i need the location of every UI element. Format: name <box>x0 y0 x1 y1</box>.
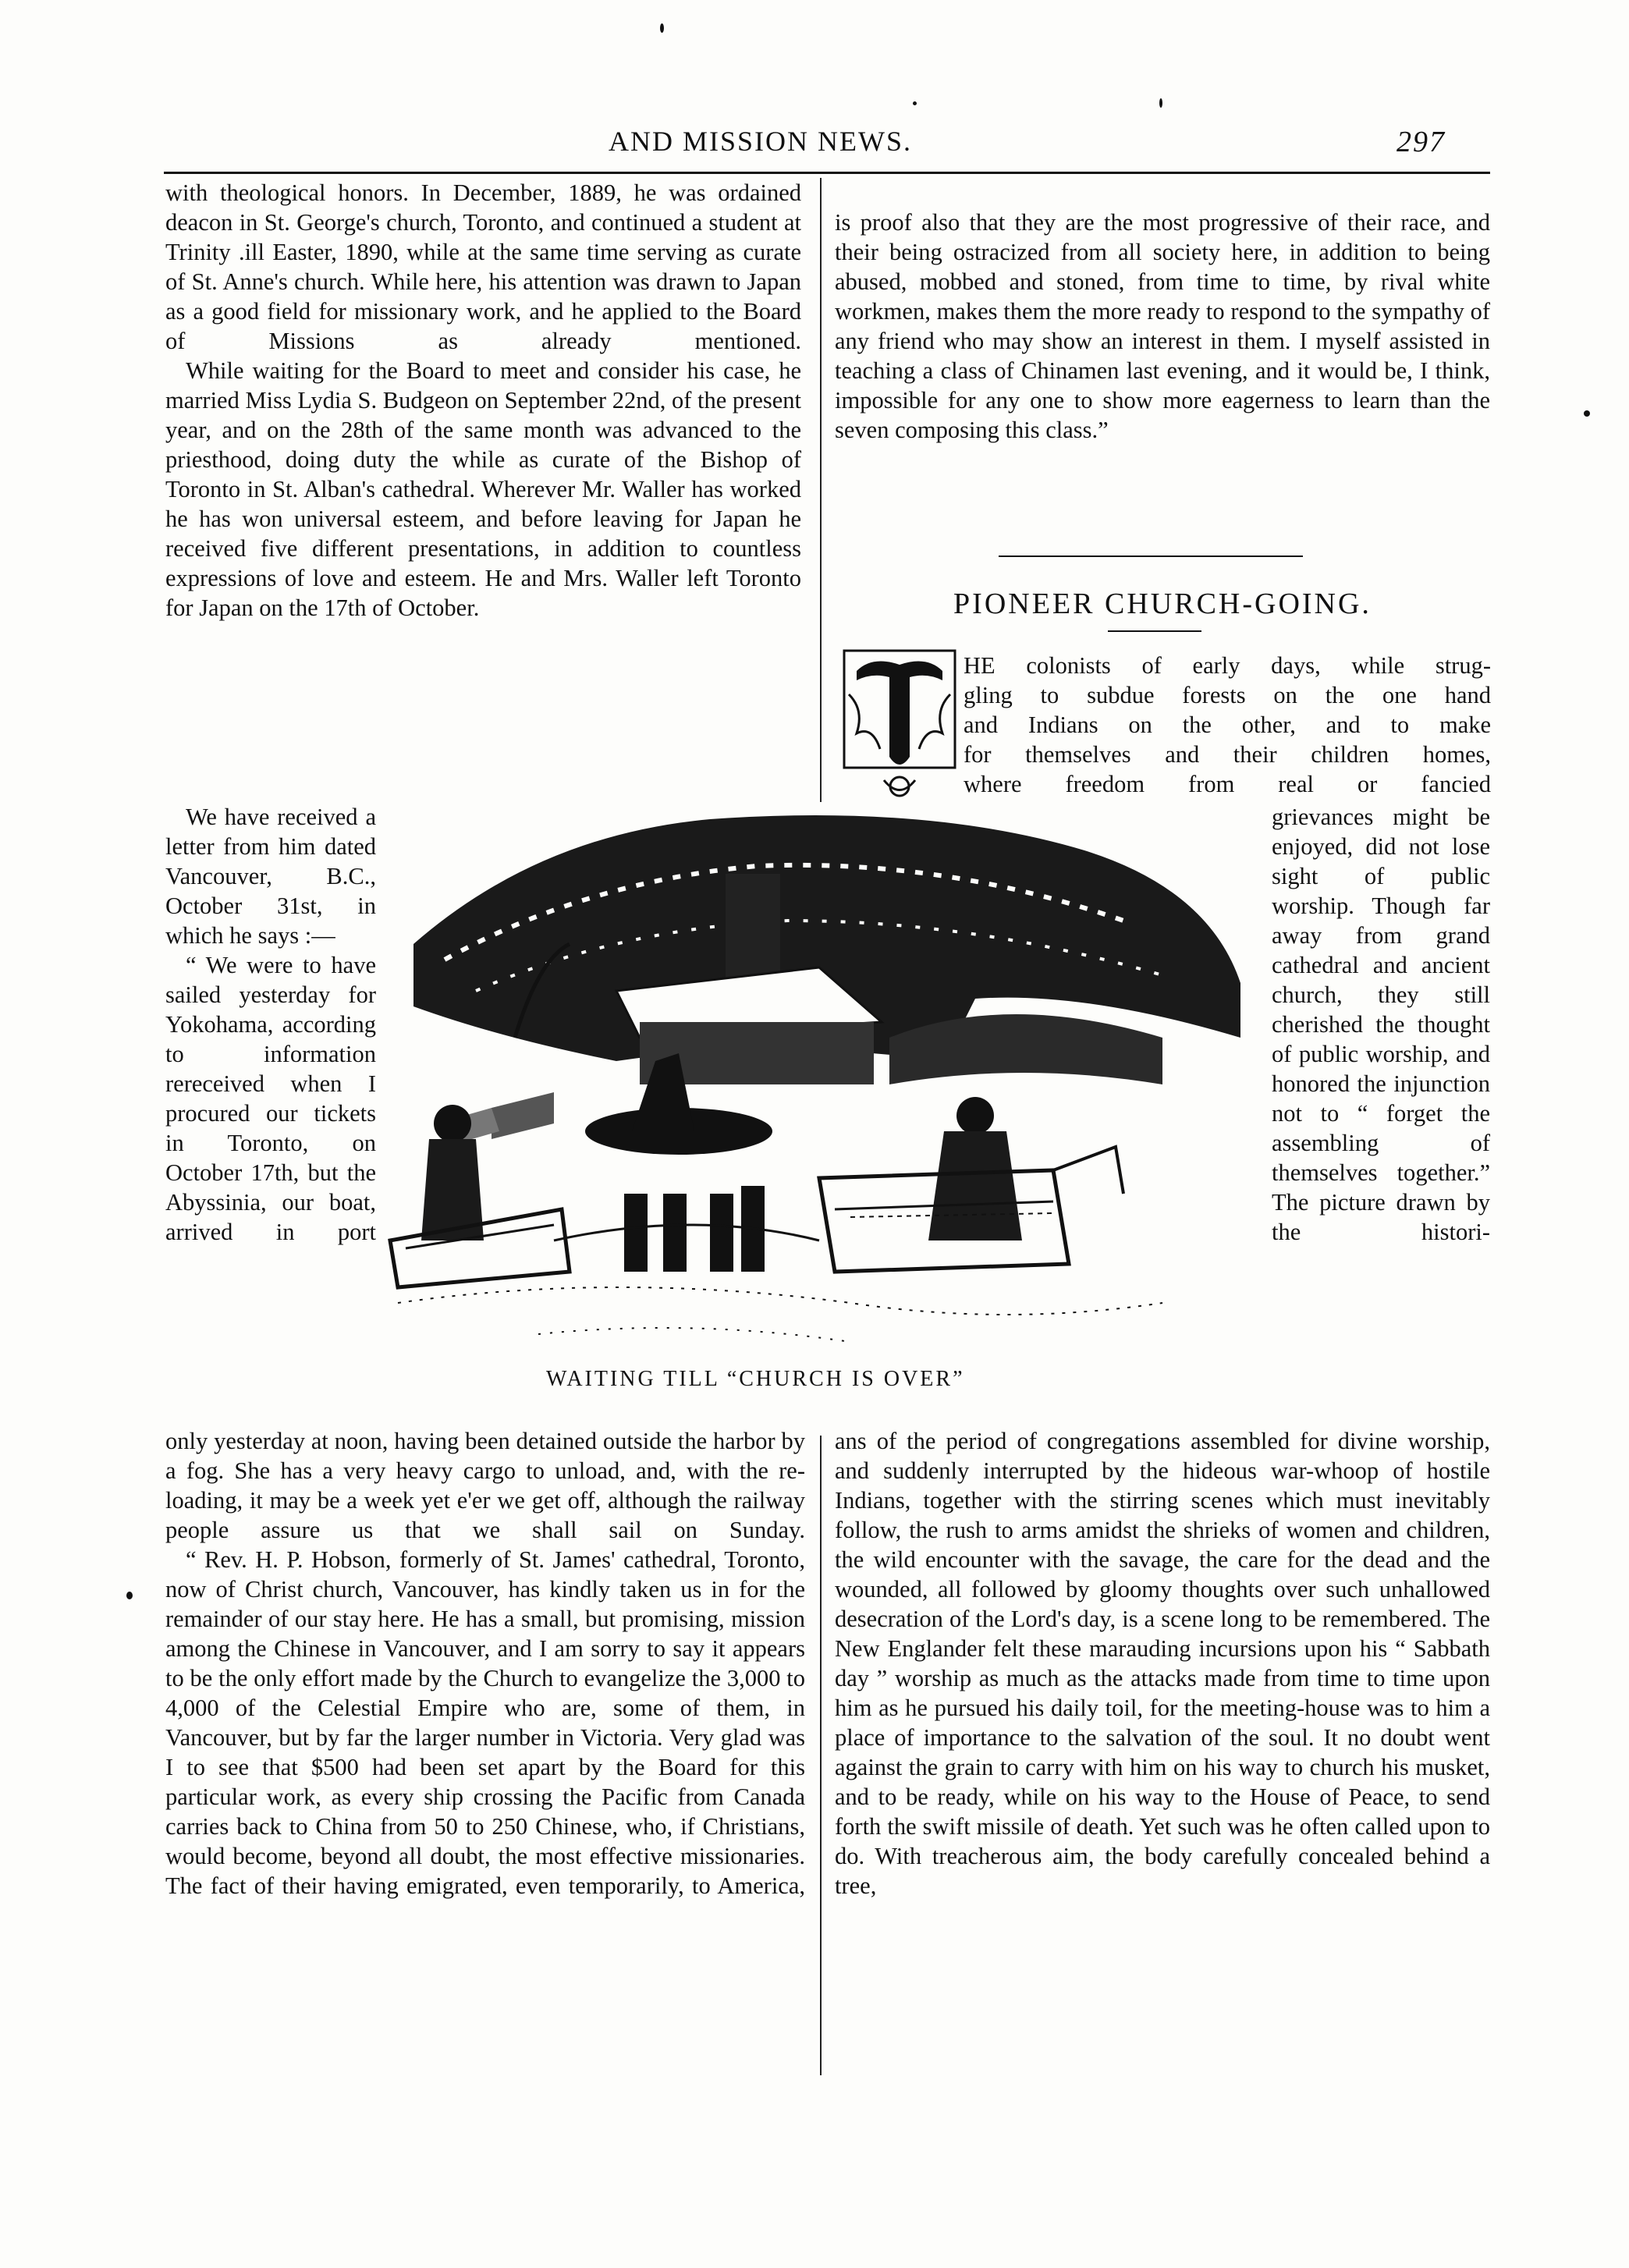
section-title: PIONEER CHURCH-GOING. <box>953 587 1372 620</box>
paragraph: While waiting for the Board to meet and consider his case, he married Miss Lydia S. Budgeon on September 22nd, of the present year, and on the 28th of the same month was advanced to the priesthood, doing duty the while as curate of the Bishop of Toronto in St. Alban's cathedral. Wherever Mr. Waller has worked he has won universal esteem, and before leaving for Japan he received five different presentations, in addition to countless expressions of love and esteem. He and Mrs. Waller left Toronto for Japan on the 17th of October. <box>165 357 801 621</box>
print-speck <box>913 101 917 105</box>
text-line: and Indians on the other, and to make <box>964 712 1491 738</box>
text-line: where freedom from real or fancied <box>964 771 1491 797</box>
text-line: gling to subdue forests on the one hand <box>964 682 1491 708</box>
print-speck <box>1159 98 1162 108</box>
quote-paragraph: “ We were to have sailed yesterday for Yokohama, according to information rereceived when I procured our tickets in Toronto, on October 17th, but the Abyssinia, our boat, arrived in port <box>165 952 376 1245</box>
header-rule <box>164 172 1490 174</box>
text-line: HE colonists of early days, while strug- <box>964 652 1491 679</box>
print-speck <box>1584 410 1590 417</box>
print-speck <box>660 23 664 33</box>
paragraph: only yesterday at noon, having been detained outside the harbor by a fog. She has a very heavy cargo to unload, and, with the re-loading, it may be a week yet e'er we get off, although the railway people assure us that we shall sail on Sunday. <box>165 1428 805 1543</box>
print-speck <box>126 1592 133 1599</box>
section-separator-rule <box>999 555 1303 557</box>
engraving-illustration <box>382 804 1256 1350</box>
paragraph: is proof also that they are the most progressive of their race, and their being ostracized from all society here, in addition to being abused, mobbed and stoned, from time to time, by rival white workmen, makes them the more ready to respond to the sympathy of any friend who may show an interest in them. I myself assisted in teaching a class of Chinamen last evening, and it would be, I think, impossible for any one to show more eagerness to learn than the seven composing this class.” <box>835 209 1490 443</box>
paragraph: grievances might be enjoyed, did not lose sight of public worship. Though far away from grand cathedral and ancient church, they still cherished the thought of public worship, and honored the injunction not to “ forget the assembling of themselves together.” The picture drawn by the histori- <box>1272 804 1490 1245</box>
right-narrow-column <box>1272 802 1490 1247</box>
left-column-bottom <box>165 1426 805 1901</box>
page-number: 297 <box>1397 126 1446 158</box>
paragraph: “ Rev. H. P. Hobson, formerly of St. James' cathedral, Toronto, now of Christ church, Vancouver, has kindly taken us in for the remainder of our stay here. He has a small, but promising, mission among the Chinese in Vancouver, and I am sorry to say it appears to be the only effort made by the Church to evangelize the 3,000 to 4,000 of the Celestial Empire who are, some of them, in Vancouver, but by far the larger number in Victoria. Very glad was I to see that $500 had been set apart by the Board for this particular work, as every ship crossing the Pacific from Canada carries back to China from 50 to 250 Chinese, who, if Christians, would become, beyond all doubt, the most effective missionaries. The fact of their having emigrated, even temporarily, to America, <box>165 1546 805 1899</box>
section-intro <box>964 651 1491 799</box>
ornamental-t-icon <box>841 648 958 804</box>
drop-cap <box>841 648 958 804</box>
right-column-top <box>835 208 1490 445</box>
winter-church-scene-image <box>382 804 1256 1350</box>
paragraph: We have received a letter from him dated Vancouver, B.C., October 31st, in which he says :— <box>165 804 376 949</box>
text-line: for themselves and their children homes, <box>964 741 1491 768</box>
right-column-bottom <box>835 1426 1490 1901</box>
paragraph: with theological honors. In December, 1889, he was ordained deacon in St. George's church, Toronto, and continued a student at Trinity .ill Easter, 1890, while at the same time serving as curate of St. Anne's church. While here, his attention was drawn to Japan as a good field for missionary work, and he applied to the Board of Missions as already mentioned. <box>165 179 801 354</box>
paragraph: ans of the period of congregations assembled for divine worship, and suddenly interrupted by the hideous war-whoop of hostile Indians, together with the stirring scenes which must inevitably follow, the rush to arms amidst the shrieks of women and children, the wild encounter with the savage, the care for the dead and the wounded, all followed by gloomy thoughts over such unhallowed desecration of the Lord's day, is a scene long to be remembered. The New Englander felt these marauding incursions upon his “ Sabbath day ” worship as much as the attacks made from time to time upon him as he pursued his daily toil, for the meeting-house was to him a place of importance to the salvation of the soul. It no doubt went against the grain to carry with him on his way to church his musket, and to be ready, while on his way to the House of Peace, to send forth the swift missile of death. Yet such was he often called upon to do. With treacherous aim, the body carefully concealed behind a tree, <box>835 1428 1490 1899</box>
column-divider-bottom <box>820 1436 822 2075</box>
left-column-top <box>165 178 801 623</box>
title-underline <box>1108 630 1201 632</box>
running-header: AND MISSION NEWS. <box>609 126 913 157</box>
left-narrow-column <box>165 802 376 1247</box>
illustration-caption: WAITING TILL “CHURCH IS OVER” <box>546 1367 965 1391</box>
column-divider-top <box>820 178 822 802</box>
